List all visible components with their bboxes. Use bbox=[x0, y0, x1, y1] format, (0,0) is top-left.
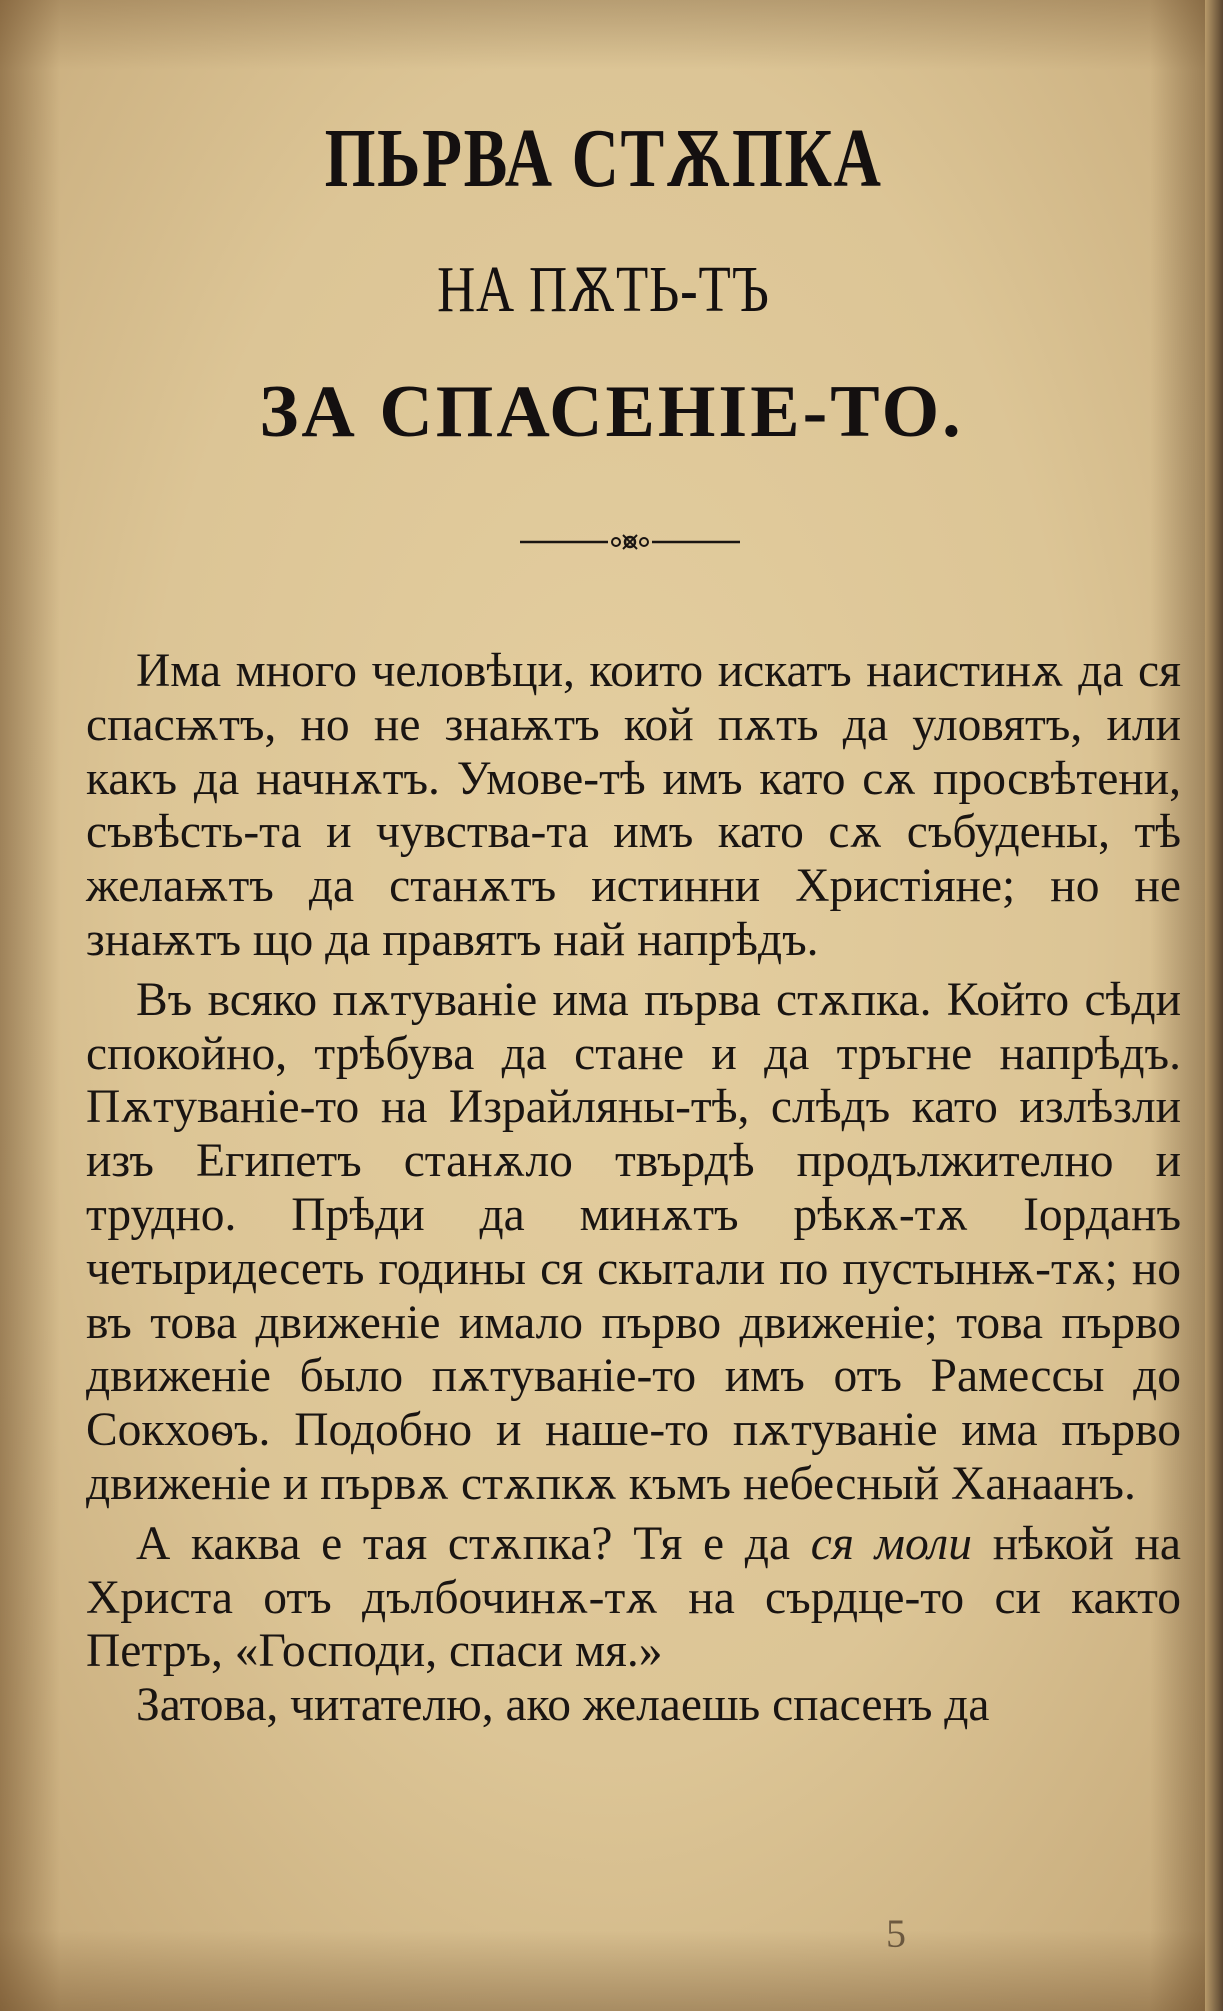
paragraph-1: Има много человѣци, които искатъ наистинѫ да ся спасѭтъ, но не знаѭтъ кой пѫть да уловятъ, или какъ да начнѫтъ. Умове-тѣ имъ като сѫ просвѣтени, съвѣсть-та и чувства-та имъ като сѫ събудены, тѣ желаѭтъ да станѫтъ истинни Христіяне; но не знаѭтъ що да правятъ най напрѣдъ. bbox=[86, 645, 1181, 966]
page-edge bbox=[1205, 0, 1223, 2011]
body-text bbox=[86, 645, 1181, 1733]
paragraph-2: Въ всяко пѫтуваніе има първа стѫпка. Който сѣди спокойно, трѣбува да стане и да тръгне напрѣдъ. Пѫтуваніе-то на Израйляны-тѣ, слѣдъ като излѣзли изъ Египетъ станѫло твърдѣ продължително и трудно. Прѣди да минѫтъ рѣкѫ-тѫ Іорданъ четыридесеть годины ся скытали по пустынѭ-тѫ; но въ това движеніе имало първо движеніе; това първо движеніе было пѫтуваніе-то имъ отъ Рамессы до Сокхоѳъ. Подобно и наше-то пѫтуваніе има първо движеніе и първѫ стѫпкѫ къмъ небесный Ханаанъ. bbox=[86, 973, 1181, 1510]
title-line-3: ЗА СПАСЕНІЕ-ТО. bbox=[259, 371, 964, 453]
paragraph-3: А каква е тая стѫпка? Тя е да ся моли нѣкой на Христа отъ дълбочинѫ-тѫ на сърдце-то си както Петръ, «Господи, спаси мя.» bbox=[86, 1517, 1181, 1678]
emphasis-text: ся моли bbox=[810, 1517, 972, 1570]
ornamental-rule bbox=[520, 532, 740, 552]
page-number: 5 bbox=[886, 1911, 906, 1956]
paragraph-4: Затова, читателю, ако желаешь спасенъ да bbox=[136, 1679, 990, 1732]
title-line-2: НА ПѪТЬ-ТЪ bbox=[437, 253, 770, 326]
title-line-1: ПЬРВА СТѪПКА bbox=[324, 112, 883, 205]
